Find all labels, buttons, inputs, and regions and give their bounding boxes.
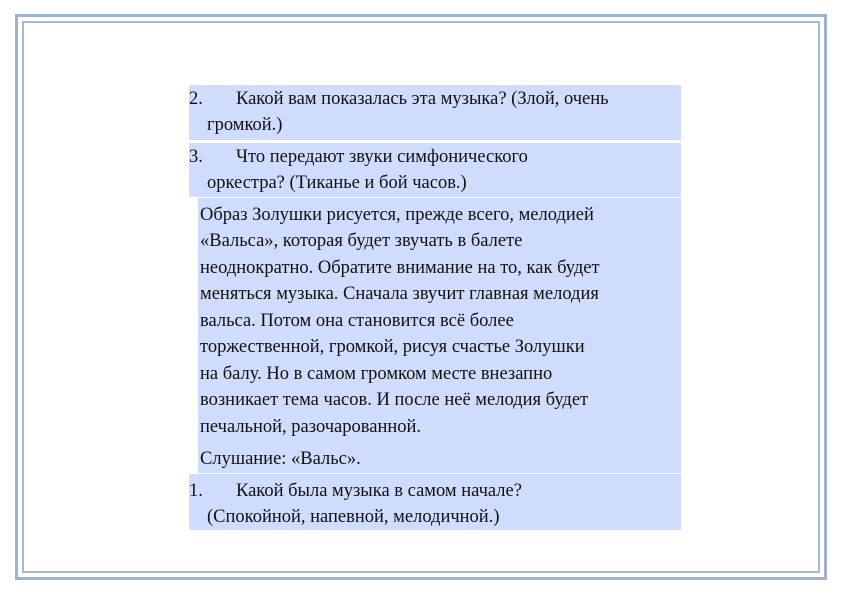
paragraph-line: неоднократно. Обратите внимание на то, как будет xyxy=(200,258,600,278)
paragraph-line: на балу. Но в самом громком месте внезапно xyxy=(200,364,553,384)
item2-number: 2. xyxy=(189,89,203,109)
item2-line1: Какой вам показалась эта музыка? (Злой, очень xyxy=(236,89,609,109)
item1-line1: Какой была музыка в самом начале? xyxy=(236,481,522,501)
item3-number: 3. xyxy=(189,147,203,167)
paragraph-line: торжественной, громкой, рисуя счастье Золушки xyxy=(200,337,585,357)
item3-line1: Что передают звуки симфонического xyxy=(236,147,528,167)
item1-number: 1. xyxy=(189,481,203,501)
paragraph-line: возникает тема часов. И после неё мелодия будет xyxy=(200,390,589,410)
paragraph-line: вальса. Потом она становится всё более xyxy=(200,311,514,331)
paragraph-line: меняться музыка. Сначала звучит главная мелодия xyxy=(200,284,599,304)
paragraph-line: печальной, разочарованной. xyxy=(200,417,422,437)
paragraph-line: Образ Золушки рисуется, прежде всего, мелодией xyxy=(200,205,594,225)
item2-line2: громкой.) xyxy=(207,115,283,135)
paragraph-line: «Вальса», которая будет звучать в балете xyxy=(200,231,523,251)
item3-line2: оркестра? (Тиканье и бой часов.) xyxy=(207,173,467,193)
item1-line2: (Спокойной, напевной, мелодичной.) xyxy=(207,507,500,527)
listening-label: Слушание: «Вальс». xyxy=(200,449,361,469)
